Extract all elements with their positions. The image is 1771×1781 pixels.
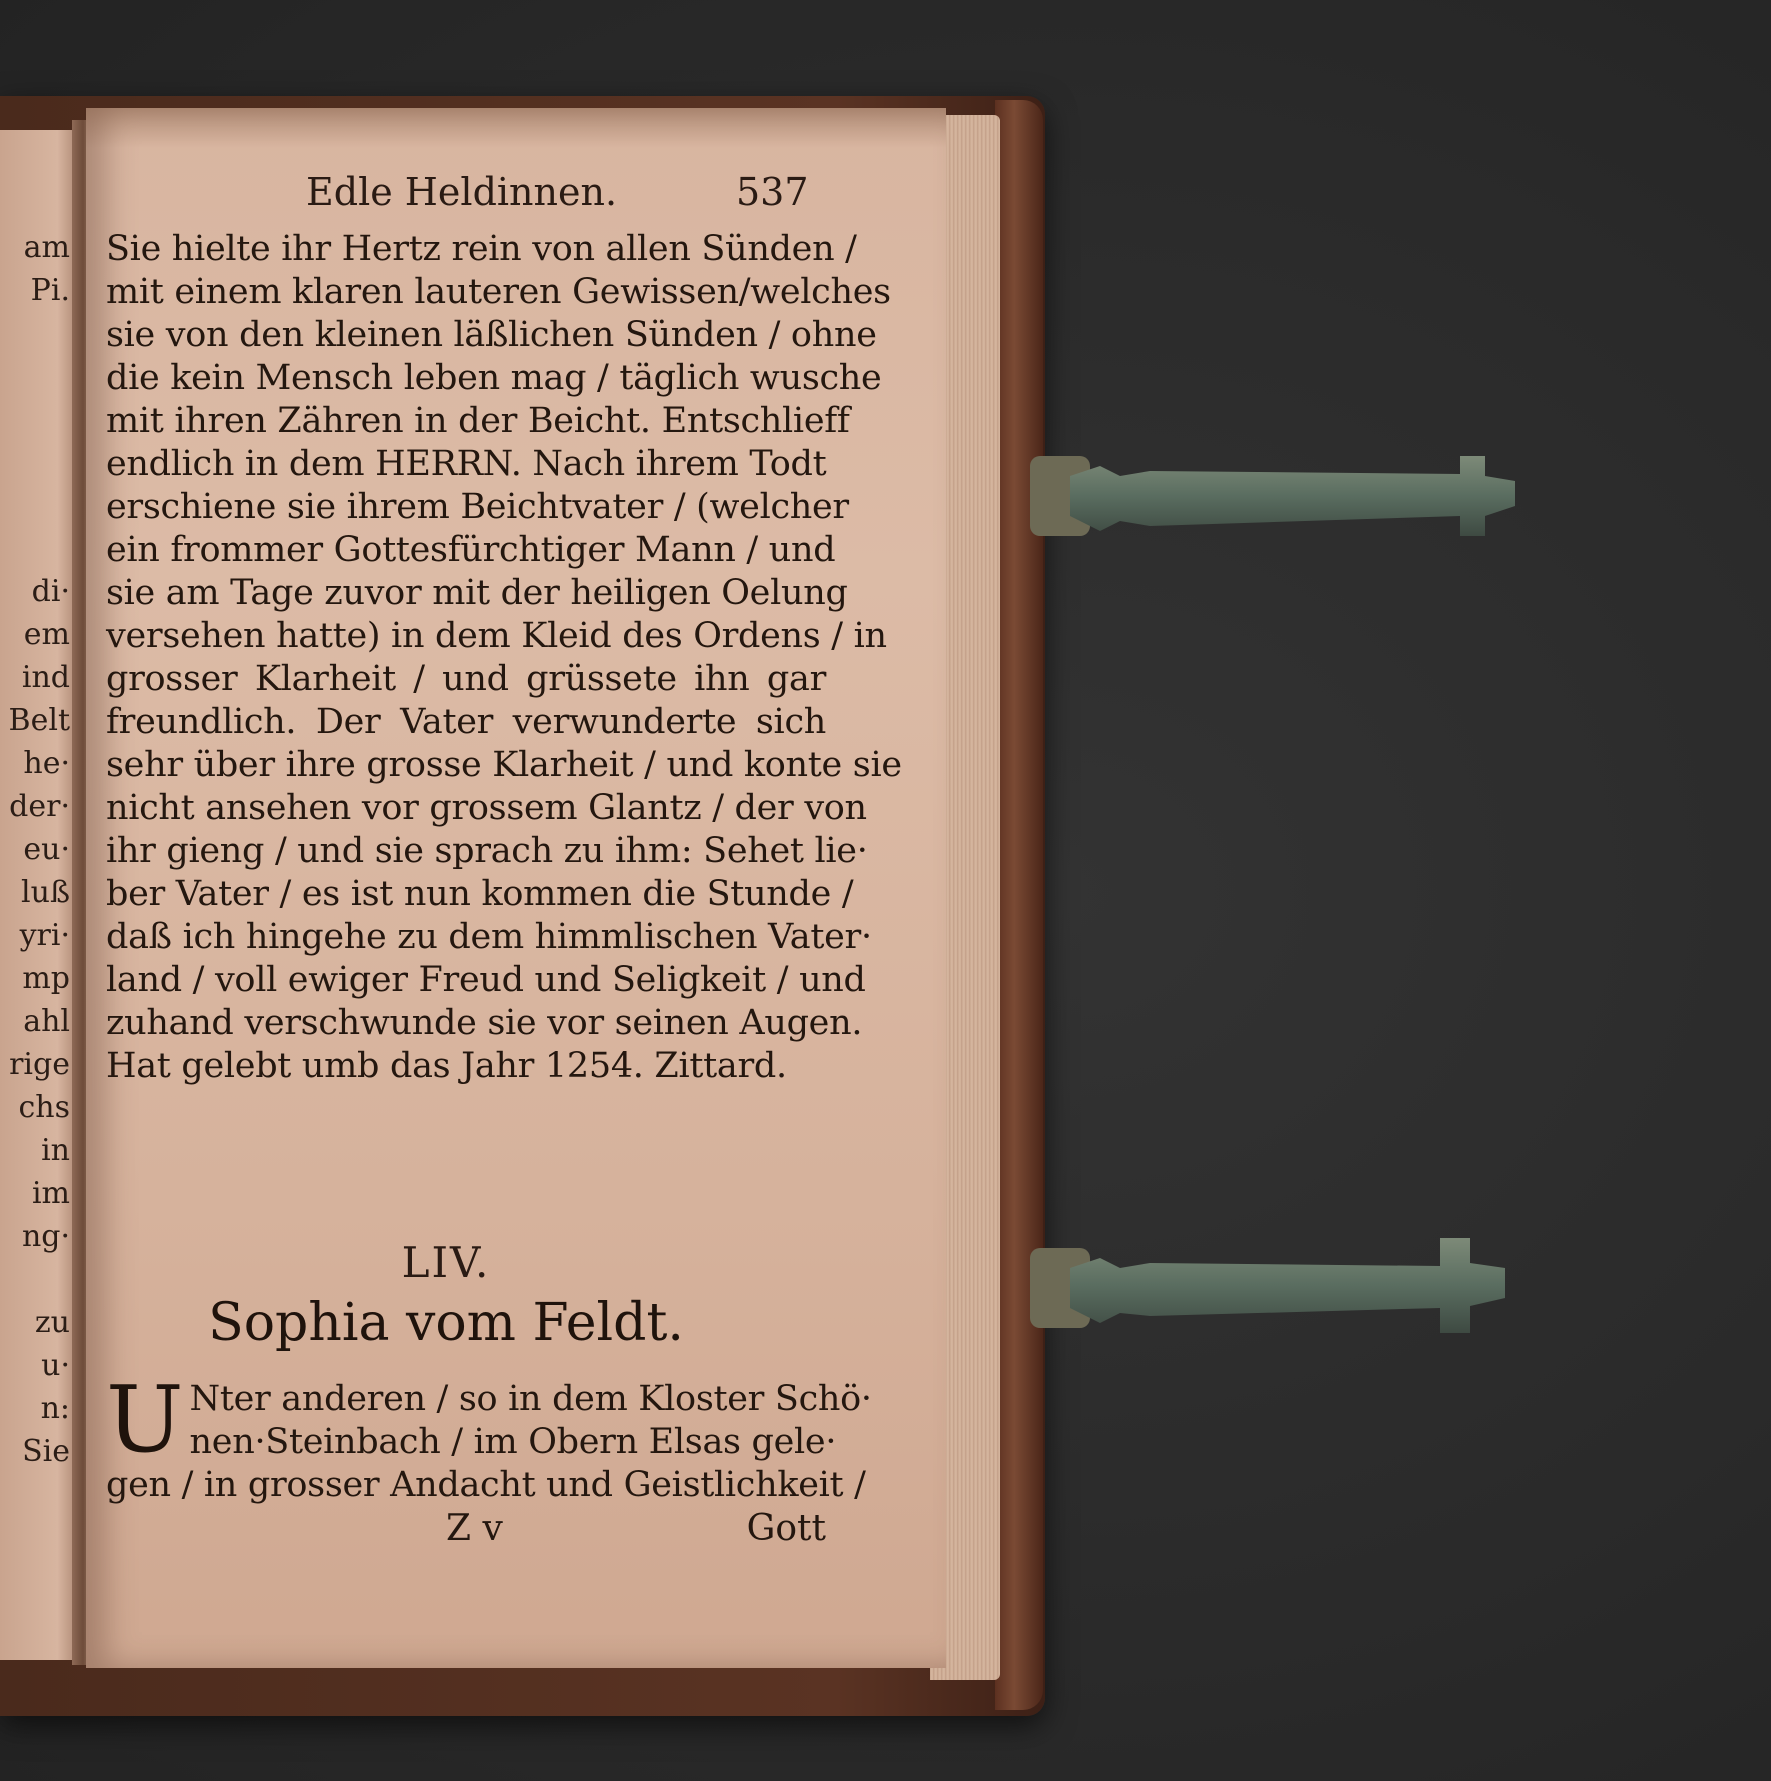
left-page-fragment: chs xyxy=(18,1090,70,1125)
left-page-fragment: zu xyxy=(34,1305,70,1340)
body-line: freundlich. Der Vater verwunderte sich xyxy=(106,702,826,742)
left-page-fragment: u· xyxy=(41,1348,70,1383)
drop-cap: U xyxy=(106,1366,184,1473)
book-page xyxy=(86,108,946,1668)
left-page-fragment: der· xyxy=(9,789,70,824)
body-line: ein frommer Gottesfürchtiger Mann / und xyxy=(106,530,836,570)
upper-clasp xyxy=(1030,446,1520,556)
left-page-fragment: im xyxy=(31,1176,70,1211)
left-page-fragment: rige xyxy=(9,1047,70,1082)
page-number: 537 xyxy=(736,170,809,214)
body-line: sehr über ihre grosse Klarheit / und konte sie xyxy=(106,745,902,785)
book-cover-edge xyxy=(995,100,1043,1710)
lower-clasp xyxy=(1030,1228,1520,1348)
left-page-fragment: Sie xyxy=(22,1434,70,1469)
page-footer xyxy=(86,1508,826,1558)
body-line: sie am Tage zuvor mit der heiligen Oelung xyxy=(106,573,848,613)
body-line: Hat gelebt umb das Jahr 1254. Zittard. xyxy=(106,1046,787,1086)
body-line: ber Vater / es ist nun kommen die Stunde / xyxy=(106,874,854,914)
body-line: mit ihren Zähren in der Beicht. Entschlieff xyxy=(106,401,850,441)
catchword: Gott xyxy=(746,1508,826,1549)
left-page-fragment: mp xyxy=(22,961,70,996)
chapter-line: Nter anderen / so in dem Kloster Schö· xyxy=(189,1379,872,1419)
left-page-fragment: luß xyxy=(21,875,70,910)
body-line: sie von den kleinen läßlichen Sünden / ohne xyxy=(106,315,877,355)
chapter-line: nen·Steinbach / im Obern Elsas gele· xyxy=(189,1422,837,1462)
left-page-fragment: ind xyxy=(21,660,70,695)
body-line: mit einem klaren lauteren Gewissen/welches xyxy=(106,272,891,312)
body-line: Sie hielte ihr Hertz rein von allen Sünden / xyxy=(106,229,857,269)
body-line: nicht ansehen vor grossem Glantz / der von xyxy=(106,788,867,828)
left-page-fragment: Belt xyxy=(8,703,70,738)
left-page-fragment: in xyxy=(41,1133,70,1168)
left-page-fragment: he· xyxy=(23,746,70,781)
body-text xyxy=(106,228,902,1088)
left-page-fragment: n: xyxy=(40,1391,70,1426)
chapter-line: gen / in grosser Andacht und Geistlichkeit / xyxy=(106,1465,866,1505)
left-page-fragment: di· xyxy=(31,574,70,609)
body-line: grosser Klarheit / und grüssete ihn gar xyxy=(106,659,826,699)
body-line: endlich in dem HERRN. Nach ihrem Todt xyxy=(106,444,827,484)
page-header xyxy=(86,170,946,220)
running-title: Edle Heldinnen. xyxy=(306,170,618,214)
left-page-fragment: am xyxy=(23,230,70,265)
previous-page-sliver xyxy=(0,130,82,1660)
left-page-fragment: yri· xyxy=(19,918,70,953)
left-page-fragment: Pi. xyxy=(30,273,70,308)
left-page-fragment: em xyxy=(23,617,70,652)
chapter-text xyxy=(106,1366,872,1507)
body-line: versehen hatte) in dem Kleid des Ordens / in xyxy=(106,616,887,656)
body-line: erschiene sie ihrem Beichtvater / (welcher xyxy=(106,487,849,527)
body-line: daß ich hingehe zu dem himmlischen Vater· xyxy=(106,917,872,957)
chapter-number: LIV. xyxy=(401,1238,491,1287)
chapter-title: Sophia vom Feldt. xyxy=(208,1293,684,1353)
left-page-fragment: ahl xyxy=(23,1004,70,1039)
body-line: land / voll ewiger Freud und Seligkeit / und xyxy=(106,960,866,1000)
signature-mark: Z v xyxy=(446,1508,503,1549)
body-line: die kein Mensch leben mag / täglich wusche xyxy=(106,358,882,398)
left-page-fragment: eu· xyxy=(23,832,70,867)
body-line: ihr gieng / und sie sprach zu ihm: Sehet lie· xyxy=(106,831,868,871)
body-line: zuhand verschwunde sie vor seinen Augen. xyxy=(106,1003,863,1043)
left-page-fragment: ng· xyxy=(21,1219,70,1254)
